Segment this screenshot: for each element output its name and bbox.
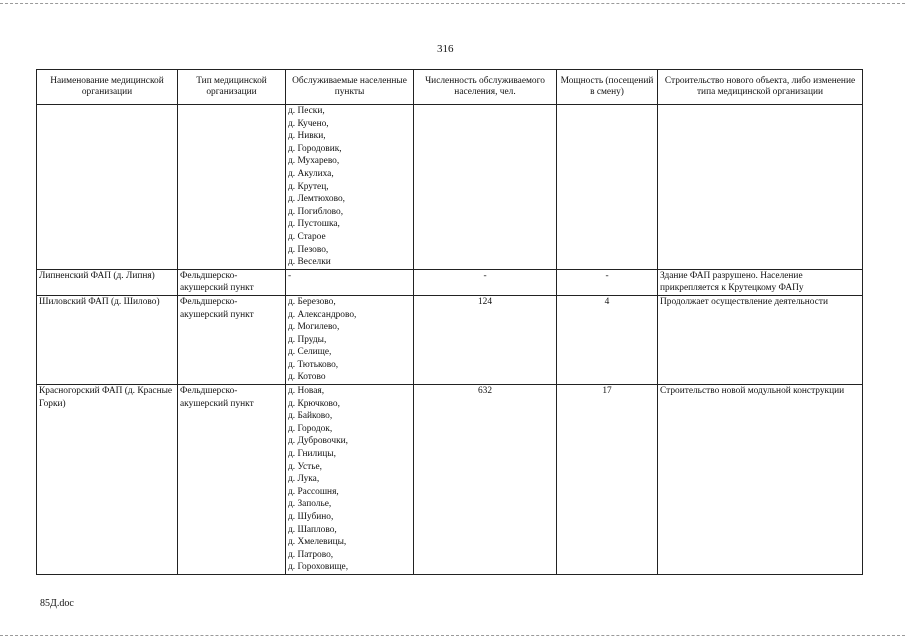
settlement-item: д. Рассошня,	[288, 486, 339, 497]
cell-action: Продолжает осуществление деятельности	[658, 295, 863, 384]
col-header-type: Тип медицинской организации	[178, 70, 286, 105]
cell-type: Фельдшерско-акушерский пункт	[178, 385, 286, 575]
cell-action: Строительство новой модульной конструкции	[658, 385, 863, 575]
settlement-item: д. Городок,	[288, 423, 333, 434]
settlement-item: д. Крючково,	[288, 398, 340, 409]
settlement-item: д. Лука,	[288, 474, 320, 485]
cell-settlements	[286, 105, 414, 270]
settlement-item: д. Байково,	[288, 411, 333, 422]
settlement-item: д. Старое	[288, 231, 326, 242]
settlement-item: д. Патрово,	[288, 549, 334, 560]
cell-action	[658, 105, 863, 270]
settlement-item: д. Березово,	[288, 296, 336, 307]
cell-capacity: -	[557, 269, 658, 295]
settlement-item: д. Александрово,	[288, 309, 357, 320]
cell-type: Фельдшерско-акушерский пункт	[178, 269, 286, 295]
settlement-item: д. Кучено,	[288, 118, 329, 129]
settlement-item: д. Заполье,	[288, 499, 332, 510]
settlement-item: д. Лемтюхово,	[288, 194, 345, 205]
cell-population	[414, 105, 557, 270]
settlement-item: д. Погиблово,	[288, 206, 344, 217]
settlement-item: д. Гороховище,	[288, 562, 349, 573]
col-header-name: Наименование медицинской организации	[37, 70, 178, 105]
settlement-item: д. Дубровочки,	[288, 436, 348, 447]
settlement-item: д. Веселки	[288, 257, 331, 268]
cell-type: Фельдшерско-акушерский пункт	[178, 295, 286, 384]
file-name-footer: 85Д.doc	[40, 598, 74, 609]
settlement-item: д. Котово	[288, 372, 326, 383]
settlement-item: д. Тютьково,	[288, 359, 339, 370]
col-header-settlements: Обслуживаемые населенные пункты	[286, 70, 414, 105]
settlement-item: д. Хмелевицы,	[288, 537, 347, 548]
cell-capacity: 17	[557, 385, 658, 575]
settlement-item: д. Пустошка,	[288, 219, 340, 230]
cell-name: Липненский ФАП (д. Липня)	[37, 269, 178, 295]
table-row	[37, 385, 863, 575]
settlement-item: д. Крутец,	[288, 181, 329, 192]
cell-settlements	[286, 295, 414, 384]
facilities-table	[36, 69, 863, 575]
settlement-item: д. Новая,	[288, 386, 325, 397]
cell-name: Красногорский ФАП (д. Красные Горки)	[37, 385, 178, 575]
settlement-item: д. Нивки,	[288, 131, 326, 142]
cell-capacity: 4	[557, 295, 658, 384]
cell-population: -	[414, 269, 557, 295]
settlement-item: д. Шаплово,	[288, 524, 337, 535]
settlement-item: д. Пруды,	[288, 334, 327, 345]
settlement-item: д. Городовик,	[288, 143, 342, 154]
page-number: 316	[437, 43, 454, 55]
col-header-capacity: Мощность (посещений в смену)	[557, 70, 658, 105]
scan-edge-bottom	[0, 635, 905, 636]
col-header-population: Численность обслуживаемого населения, чел.	[414, 70, 557, 105]
cell-population: 632	[414, 385, 557, 575]
settlement-item: д. Шубино,	[288, 512, 334, 522]
scan-edge-top	[0, 3, 905, 4]
settlement-item: д. Могилево,	[288, 322, 340, 333]
cell-population: 124	[414, 295, 557, 384]
settlement-item: д. Акулиха,	[288, 168, 334, 179]
settlement-item: д. Селище,	[288, 347, 332, 358]
cell-action: Здание ФАП разрушено. Население прикрепляется к Крутецкому ФАПу	[658, 269, 863, 295]
settlement-item: д. Устье,	[288, 461, 323, 472]
table-row	[37, 269, 863, 295]
settlement-item: д. Гнилицы,	[288, 449, 336, 460]
cell-type	[178, 105, 286, 270]
col-header-action: Строительство нового объекта, либо изменение типа медицинской организации	[658, 70, 863, 105]
settlement-item: -	[288, 270, 292, 281]
settlement-item: д. Пезово,	[288, 244, 329, 255]
cell-settlements	[286, 269, 414, 295]
settlement-item: д. Мухарево,	[288, 156, 340, 167]
cell-name	[37, 105, 178, 270]
cell-settlements	[286, 385, 414, 575]
cell-capacity	[557, 105, 658, 270]
table-header-row	[37, 70, 863, 105]
settlement-item: д. Пески,	[288, 106, 325, 116]
cell-name: Шиловский ФАП (д. Шилово)	[37, 295, 178, 384]
table-row	[37, 105, 863, 270]
table-row	[37, 295, 863, 384]
